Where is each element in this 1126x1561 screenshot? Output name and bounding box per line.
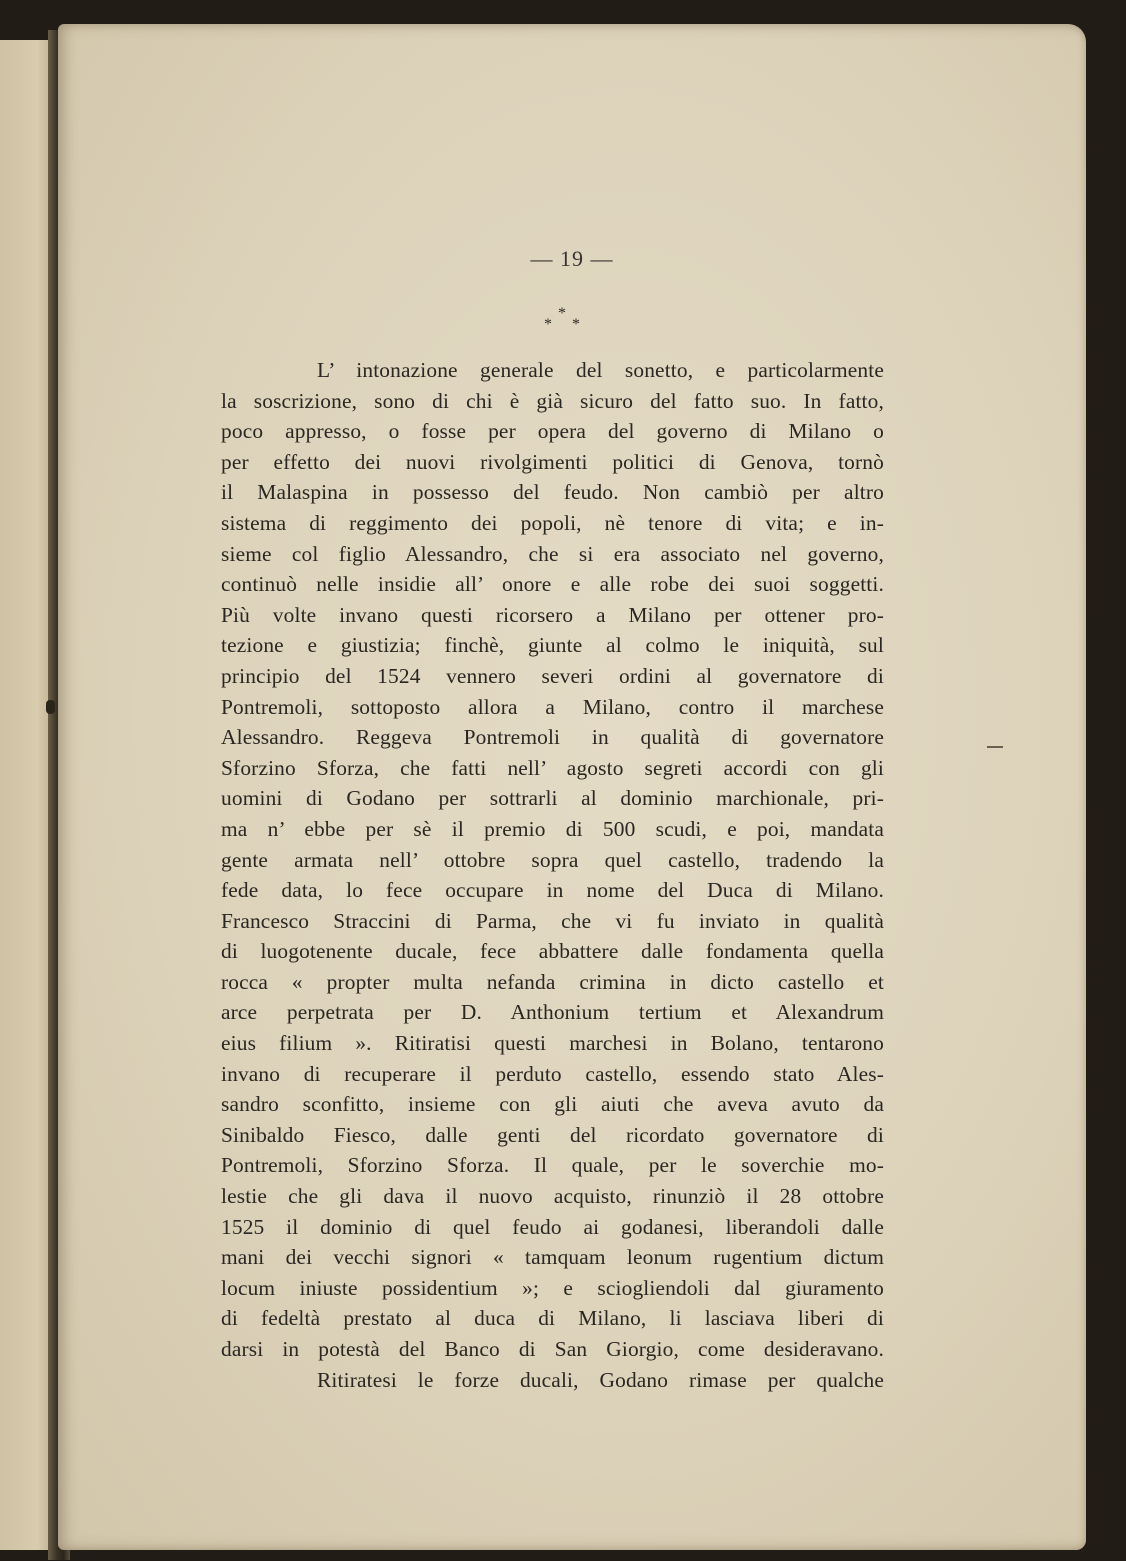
text-line: Pontremoli, sottoposto allora a Milano, contro il marchese <box>221 694 884 719</box>
text-line: sandro sconfitto, insieme con gli aiuti che aveva avuto da <box>221 1092 884 1117</box>
text-line: invano di recuperare il perduto castello, essendo stato Ales- <box>221 1061 884 1086</box>
text-line: ma n’ ebbe per sè il premio di 500 scudi, e poi, mandata <box>221 816 884 841</box>
text-line: Sforzino Sforza, che fatti nell’ agosto segreti accordi con gli <box>221 755 884 780</box>
text-line: darsi in potestà del Banco di San Giorgio, come desideravano. <box>221 1337 884 1361</box>
text-line: mani dei vecchi signori « tamquam leonum rugentium dictum <box>221 1245 884 1270</box>
text-line: gente armata nell’ ottobre sopra quel castello, tradendo la <box>221 847 884 872</box>
binding-mark <box>46 700 55 714</box>
text-line: fede data, lo fece occupare in nome del Duca di Milano. <box>221 878 884 903</box>
page-number: — 19 — <box>530 246 614 271</box>
text-line: Sinibaldo Fiesco, dalle genti del ricordato governatore di <box>221 1122 884 1147</box>
text-line: arce perpetrata per D. Anthonium tertium et Alexandrum <box>221 1000 884 1025</box>
text-line: principio del 1524 vennero severi ordini al governatore di <box>221 663 884 688</box>
text-line: di fedeltà prestato al duca di Milano, li lasciava liberi di <box>221 1306 884 1331</box>
text-line: Ritiratesi le forze ducali, Godano rimase per qualche <box>317 1367 884 1392</box>
text-line: poco appresso, o fosse per opera del governo di Milano o <box>221 419 884 444</box>
text-line: 1525 il dominio di quel feudo ai godanesi, liberandoli dalle <box>221 1214 884 1239</box>
text-line: continuò nelle insidie all’ onore e alle robe dei suoi soggetti. <box>221 572 884 597</box>
text-line: di luogotenente ducale, fece abbattere dalle fondamenta quella <box>221 939 884 964</box>
text-line: la soscrizione, sono di chi è già sicuro del fatto suo. In fatto, <box>221 388 884 413</box>
text-line: sistema di reggimento dei popoli, nè tenore di vita; e in- <box>221 510 884 535</box>
text-line: lestie che gli dava il nuovo acquisto, rinunziò il 28 ottobre <box>221 1184 884 1209</box>
text-line: Più volte invano questi ricorsero a Milano per ottener pro- <box>221 602 884 627</box>
asterism-star-top: * <box>558 305 566 322</box>
text-line: locum iniuste possidentium »; e sciogliendoli dal giuramento <box>221 1275 884 1300</box>
book-page <box>58 24 1086 1550</box>
text-line: sieme col figlio Alessandro, che si era associato nel governo, <box>221 541 884 566</box>
text-line: rocca « propter multa nefanda crimina in dicto castello et <box>221 969 884 994</box>
text-line: tezione e giustizia; finchè, giunte al colmo le iniquità, sul <box>221 633 884 658</box>
section-asterism <box>58 306 1086 342</box>
text-line: Francesco Straccini di Parma, che vi fu inviato in qualità <box>221 908 884 933</box>
asterism-star-left: * <box>544 316 552 333</box>
text-line: Pontremoli, Sforzino Sforza. Il quale, per le soverchie mo- <box>221 1153 884 1178</box>
margin-dash <box>987 746 1003 748</box>
text-line: il Malaspina in possesso del feudo. Non cambiò per altro <box>221 480 884 505</box>
text-line: eius filium ». Ritiratisi questi marchesi in Bolano, tentarono <box>221 1031 884 1056</box>
asterism-star-right: * <box>572 316 580 333</box>
text-line: uomini di Godano per sottrarli al dominio marchionale, pri- <box>221 786 884 811</box>
text-line: Alessandro. Reggeva Pontremoli in qualità di governatore <box>221 725 884 750</box>
text-line: per effetto dei nuovi rivolgimenti politici di Genova, tornò <box>221 449 884 474</box>
text-line: L’ intonazione generale del sonetto, e particolarmente <box>317 358 884 382</box>
body-text <box>221 355 884 1395</box>
